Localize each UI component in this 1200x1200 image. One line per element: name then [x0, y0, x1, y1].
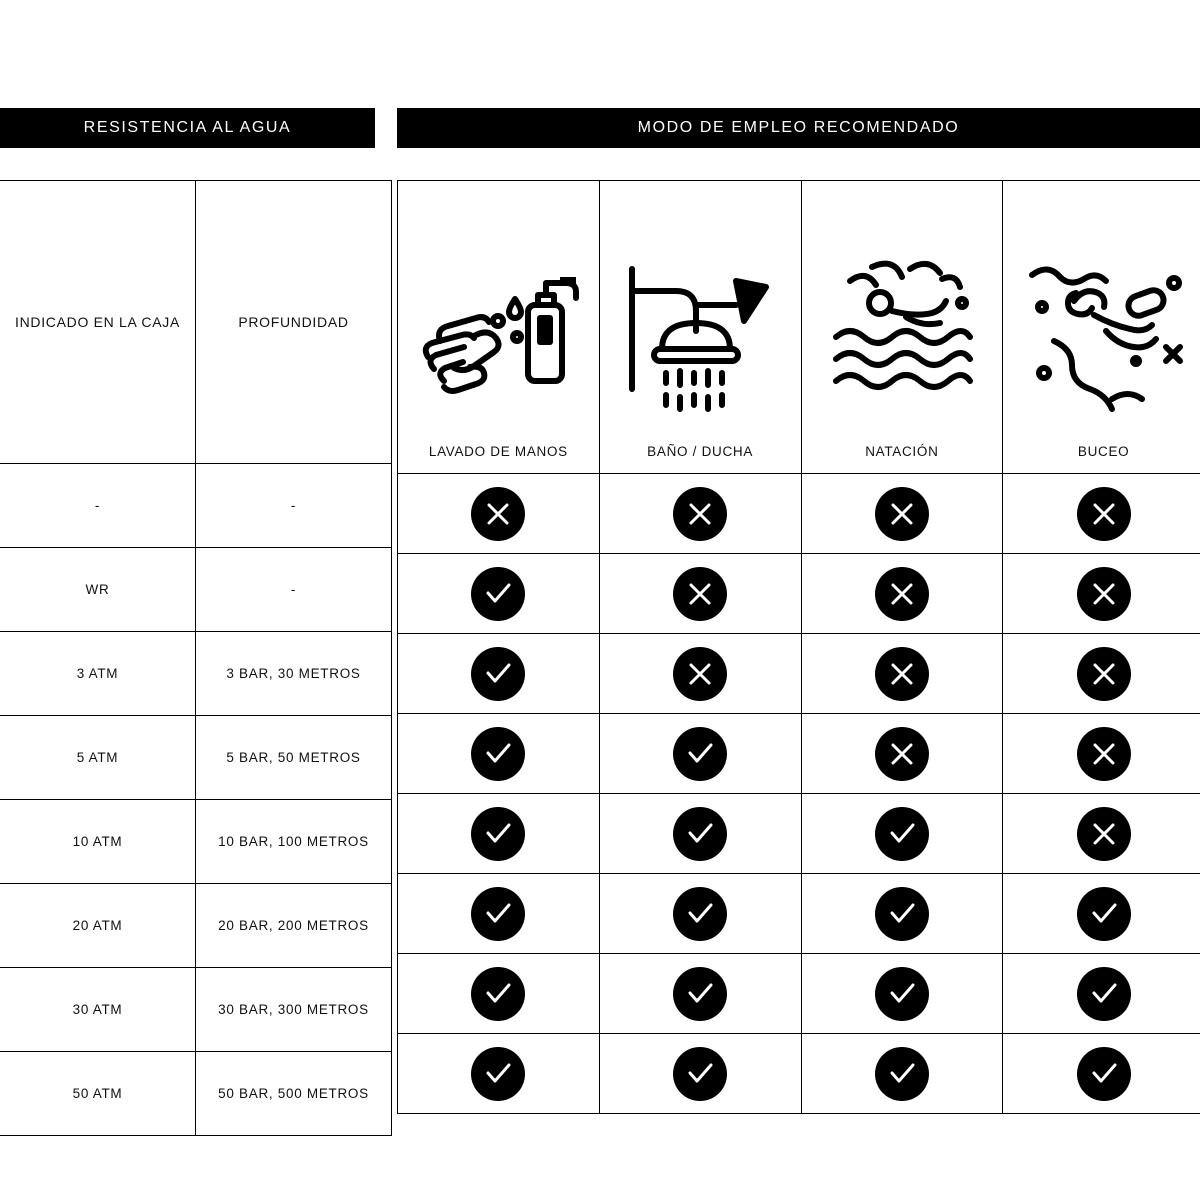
cell-depth: -	[196, 548, 392, 632]
table-row	[0, 1052, 392, 1136]
table-row	[398, 1034, 1200, 1114]
section-title-recommended-use: MODO DE EMPLEO RECOMENDADO	[397, 108, 1200, 148]
usage-cell	[599, 874, 801, 954]
cell-depth: 30 BAR, 300 METROS	[196, 968, 392, 1052]
usage-cell	[801, 634, 1003, 714]
cell-depth: 50 BAR, 500 METROS	[196, 1052, 392, 1136]
table-row	[398, 954, 1200, 1034]
column-header-shower	[599, 181, 801, 474]
mark-check-icon	[1077, 1047, 1131, 1101]
usage-cell	[398, 1034, 600, 1114]
mark-check-icon	[471, 807, 525, 861]
usage-cell	[1003, 474, 1200, 554]
usage-cell	[801, 474, 1003, 554]
cell-box-marking: 20 ATM	[0, 884, 196, 968]
table-row	[0, 716, 392, 800]
usage-column-label: BAÑO / DUCHA	[647, 444, 754, 459]
mark-check-icon	[875, 807, 929, 861]
usage-column-label: NATACIÓN	[865, 444, 939, 459]
table-row	[0, 884, 392, 968]
mark-cross-icon	[875, 727, 929, 781]
mark-check-icon	[471, 727, 525, 781]
mark-cross-icon	[1077, 487, 1131, 541]
mark-cross-icon	[875, 567, 929, 621]
mark-cross-icon	[1077, 807, 1131, 861]
mark-cross-icon	[1077, 727, 1131, 781]
usage-cell	[398, 794, 600, 874]
mark-check-icon	[673, 727, 727, 781]
usage-cell	[599, 1034, 801, 1114]
usage-cell	[801, 794, 1003, 874]
mark-cross-icon	[875, 647, 929, 701]
mark-check-icon	[673, 807, 727, 861]
mark-check-icon	[1077, 967, 1131, 1021]
mark-check-icon	[471, 567, 525, 621]
usage-header-row	[398, 181, 1200, 474]
mark-check-icon	[471, 1047, 525, 1101]
usage-cell	[801, 874, 1003, 954]
usage-cell	[398, 554, 600, 634]
table-row	[398, 554, 1200, 634]
mark-cross-icon	[673, 487, 727, 541]
column-header-handwash	[398, 181, 600, 474]
column-header-diving	[1003, 181, 1200, 474]
usage-cell	[1003, 954, 1200, 1034]
specs-table-body	[0, 181, 392, 1136]
mark-check-icon	[875, 1047, 929, 1101]
usage-table-body	[398, 181, 1200, 1114]
usage-cell	[1003, 874, 1200, 954]
cell-box-marking: 30 ATM	[0, 968, 196, 1052]
usage-cell	[599, 714, 801, 794]
swimmer-icon	[802, 228, 1003, 438]
shower-icon	[600, 228, 801, 438]
usage-column-label: LAVADO DE MANOS	[428, 444, 568, 459]
table-row	[398, 874, 1200, 954]
cell-box-marking: -	[0, 464, 196, 548]
mark-check-icon	[471, 887, 525, 941]
handwash-icon	[398, 228, 599, 438]
mark-cross-icon	[875, 487, 929, 541]
mark-check-icon	[471, 647, 525, 701]
diver-icon	[1003, 228, 1200, 438]
usage-cell	[398, 634, 600, 714]
mark-cross-icon	[471, 487, 525, 541]
mark-cross-icon	[1077, 647, 1131, 701]
usage-cell	[398, 714, 600, 794]
usage-cell	[1003, 554, 1200, 634]
usage-cell	[398, 954, 600, 1034]
column-header-depth: PROFUNDIDAD	[196, 181, 392, 464]
mark-cross-icon	[673, 567, 727, 621]
usage-cell	[801, 714, 1003, 794]
usage-cell	[1003, 634, 1200, 714]
usage-cell	[1003, 794, 1200, 874]
usage-table	[397, 180, 1200, 1114]
usage-cell	[599, 954, 801, 1034]
usage-cell	[1003, 714, 1200, 794]
usage-cell	[801, 1034, 1003, 1114]
table-row	[0, 464, 392, 548]
column-header-swimming	[801, 181, 1003, 474]
section-title-water-resistance: RESISTENCIA AL AGUA	[0, 108, 375, 148]
cell-box-marking: WR	[0, 548, 196, 632]
cell-box-marking: 3 ATM	[0, 632, 196, 716]
usage-column-label: BUCEO	[1077, 444, 1130, 459]
mark-check-icon	[471, 967, 525, 1021]
cell-depth: 5 BAR, 50 METROS	[196, 716, 392, 800]
table-row	[0, 968, 392, 1052]
usage-cell	[599, 634, 801, 714]
usage-cell	[599, 554, 801, 634]
cell-box-marking: 50 ATM	[0, 1052, 196, 1136]
column-header-box-marking: INDICADO EN LA CAJA	[0, 181, 196, 464]
table-row	[398, 474, 1200, 554]
cell-depth: 20 BAR, 200 METROS	[196, 884, 392, 968]
usage-cell	[599, 794, 801, 874]
mark-cross-icon	[673, 647, 727, 701]
mark-check-icon	[673, 887, 727, 941]
cell-depth: -	[196, 464, 392, 548]
table-row	[0, 800, 392, 884]
table-row	[398, 794, 1200, 874]
table-row	[398, 634, 1200, 714]
table-row	[398, 714, 1200, 794]
usage-cell	[398, 474, 600, 554]
table-row	[0, 548, 392, 632]
mark-check-icon	[1077, 887, 1131, 941]
mark-check-icon	[875, 887, 929, 941]
usage-cell	[599, 474, 801, 554]
specs-table	[0, 180, 392, 1136]
cell-depth: 10 BAR, 100 METROS	[196, 800, 392, 884]
mark-check-icon	[673, 967, 727, 1021]
cell-box-marking: 5 ATM	[0, 716, 196, 800]
cell-box-marking: 10 ATM	[0, 800, 196, 884]
usage-cell	[1003, 1034, 1200, 1114]
usage-cell	[801, 954, 1003, 1034]
mark-cross-icon	[1077, 567, 1131, 621]
usage-cell	[398, 874, 600, 954]
usage-cell	[801, 554, 1003, 634]
cell-depth: 3 BAR, 30 METROS	[196, 632, 392, 716]
mark-check-icon	[875, 967, 929, 1021]
specs-header-row	[0, 181, 392, 464]
mark-check-icon	[673, 1047, 727, 1101]
table-row	[0, 632, 392, 716]
